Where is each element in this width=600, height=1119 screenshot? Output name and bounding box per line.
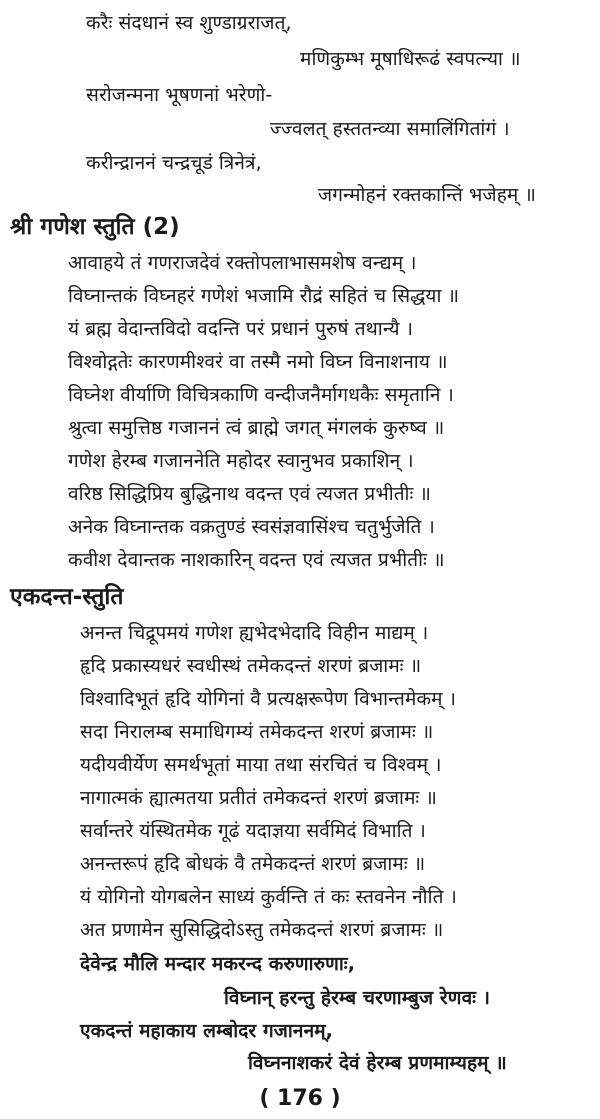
stuti-line: विश्वोद्गतेः कारणमीश्वरं वा तस्मै नमो विघ्न विनाशनाय ॥ xyxy=(68,351,448,373)
intro-verse-line: ज्ज्वलत् हस्ततन्व्या समालिंगितांगं । xyxy=(270,118,510,140)
closing-verse-line: एकदन्तं महाकाय लम्बोदर गजाननम्, xyxy=(80,1020,333,1042)
intro-verse-line: करीन्द्राननं चन्द्रचूडं त्रिनेत्रं, xyxy=(86,152,262,174)
stuti-line: यदीयवीर्येण समर्थभूतां माया तथा संरचितं च विश्वम् । xyxy=(80,754,442,776)
stuti-line: नागात्मकं ह्यात्मतया प्रतीतं तमेकदन्तं शरणं ब्रजामः ॥ xyxy=(80,787,437,809)
stuti-line: अत प्रणामेन सुसिद्धिदोऽस्तु तमेकदन्तं शरणं ब्रजामः ॥ xyxy=(80,919,444,941)
intro-verse-line: करैः संदधानं स्व शुण्डाग्रराजत्, xyxy=(86,12,292,34)
stuti-line: वरिष्ठ सिद्धिप्रिय बुद्धिनाथ वदन्त एवं त्यजत प्रभीतीः ॥ xyxy=(68,483,432,505)
stuti-line: सर्वान्तरे यंस्थितमेक गूढं यदाज्ञया सर्वमिदं विभाति । xyxy=(80,820,426,842)
stuti-line: विश्वादिभूतं हृदि योगिनां वै प्रत्यक्षरूपेण विभान्तमेकम् । xyxy=(80,688,457,710)
stuti-line: अनन्त चिद्रूपमयं गणेश ह्यभेदभेदादि विहीन माद्यम् । xyxy=(80,622,429,644)
stuti-line: यं ब्रह्म वेदान्तविदो वदन्ति परं प्रधानं पुरुषं तथान्यै । xyxy=(68,318,414,340)
intro-verse-line: मणिकुम्भ मूषाधिरूढं स्वपत्न्या ॥ xyxy=(300,48,521,70)
section-heading-ganesh-stuti: श्री गणेश स्तुति (2) xyxy=(10,214,180,240)
stuti-line: अनेक विघ्नान्तक वक्रतुण्डं स्वसंज्ञवासिंश्च चतुर्भुजेति । xyxy=(68,516,435,538)
intro-verse-line: जगन्मोहनं रक्तकान्तिं भजेहम् ॥ xyxy=(318,184,536,206)
stuti-line: आवाहये तं गणराजदेवं रक्तोपलाभासमशेष वन्द्यम् । xyxy=(68,252,417,274)
stuti-line: सदा निरालम्ब समाधिगम्यं तमेकदन्त शरणं ब्रजामः ॥ xyxy=(80,721,434,743)
closing-verse-line: विघ्नान् हरन्तु हेरम्ब चरणाम्बुज रेणवः । xyxy=(224,987,491,1009)
stuti-line: कवीश देवान्तक नाशकारिन् वदन्त एवं त्यजत प्रभीतीः ॥ xyxy=(68,549,445,571)
stuti-line: अनन्तरूपं हृदि बोधकं वै तमेकदन्तं शरणं ब्रजामः ॥ xyxy=(80,853,426,875)
stuti-line: गणेश हेरम्ब गजाननेति महोदर स्वानुभव प्रकाशिन् । xyxy=(68,450,414,472)
closing-verse-line: देवेन्द्र मौलि मन्दार मकरन्द करुणारुणाः, xyxy=(80,953,356,975)
stuti-line: हृदि प्रकास्यधरं स्वधीस्थं तमेकदन्तं शरणं ब्रजामः ॥ xyxy=(80,655,422,677)
intro-verse-line: सरोजन्मना भूषणनां भरेणो- xyxy=(86,84,273,106)
stuti-line: विघ्नेश वीर्याणि विचित्रकाणि वन्दीजनैर्मागधकैः समृतानि । xyxy=(68,384,454,406)
page-number: ( 176 ) xyxy=(259,1086,341,1111)
stuti-line: यं योगिनो योगबलेन साध्यं कुर्वन्ति तं कः स्तवनेन नौति । xyxy=(80,886,457,908)
closing-verse-line: विघ्ननाशकरं देवं हेरम्ब प्रणमाम्यहम् ॥ xyxy=(248,1052,507,1074)
section-heading-ekadant-stuti: एकदन्त-स्तुति xyxy=(10,584,124,610)
stuti-line: श्रुत्वा समुत्तिष्ठ गजाननं त्वं ब्राह्मे जगत् मंगलकं कुरुष्व ॥ xyxy=(68,417,445,439)
stuti-line: विघ्नान्तकं विघ्नहरं गणेशं भजामि रौद्रं सहितं च सिद्धया ॥ xyxy=(68,285,460,307)
